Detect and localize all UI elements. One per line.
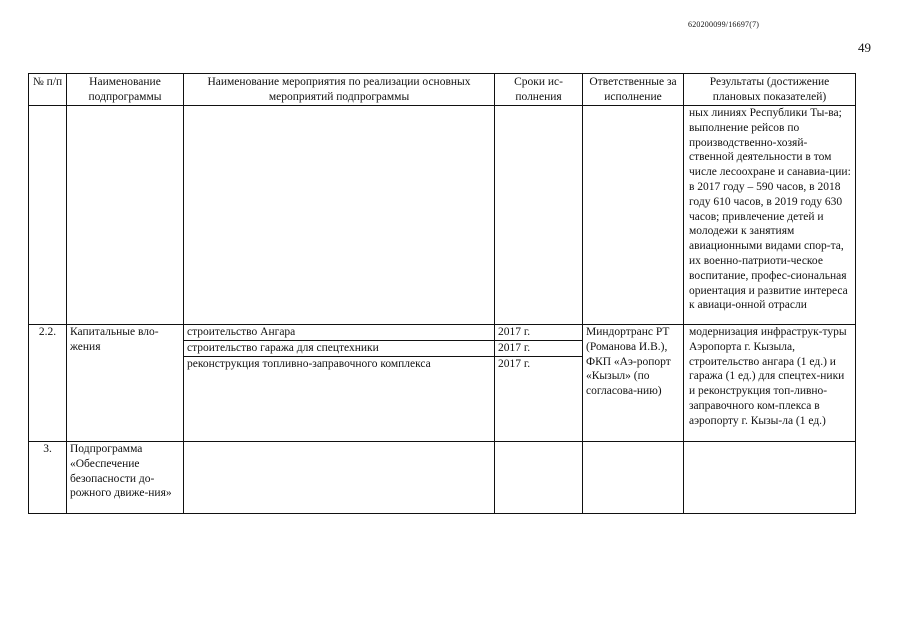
event-item: реконструкция топливно-заправочного комплекса [187, 358, 431, 370]
event-item: строительство Ангара [184, 325, 494, 341]
cell-results: модернизация инфраструк-туры Аэропорта г. Кызыла, строительство ангара (1 ед.) и гаража (1 ед.) для спецтех-ники и реконструкция топ-ливно-заправочного ком-плекса в аэропорту г. Кызы-ла (1 ед.) [684, 325, 856, 442]
deadline-item: 2017 г. [495, 341, 582, 357]
header-responsible: Ответственные за исполнение [583, 74, 684, 106]
cell-empty [184, 442, 495, 514]
cell-subprogram: Подпрограмма «Обеспечение безопасности до-рожного движе-ния» [67, 442, 184, 514]
events-table [28, 73, 856, 514]
deadline-item: 2017 г. [495, 325, 582, 341]
cell-responsible: Миндортранс РТ (Романова И.В.), ФКП «Аэ-ропорт «Кызыл» (по согласова-нию) [583, 325, 684, 442]
cell-num: 2.2. [29, 325, 67, 442]
table-header-row [29, 74, 856, 106]
header-event: Наименование мероприятия по реализации основных мероприятий подпрограммы [184, 74, 495, 106]
cell-empty [495, 442, 583, 514]
table-row-3 [29, 442, 856, 514]
cell-results-continuation: ных линиях Республики Ты-ва; выполнение рейсов по производственно-хозяй-ственной деятельности в том числе лесоохране и санавиа-ции: в 2017 году – 590 часов, в 2018 году 610 часов, в 2019 году 630 часов; привлечение детей и молодежи к занятиям авиационными видами спор-та, их военно-патриоти-ческое воспитание, профес-сиональная ориентация и развитие интереса к авиаци-онной отрасли [684, 106, 856, 325]
cell-deadlines [495, 325, 583, 442]
cell-num: 3. [29, 442, 67, 514]
cell-empty [184, 106, 495, 325]
cell-events [184, 325, 495, 442]
header-deadline: Сроки ис-полнения [495, 74, 583, 106]
page-number: 49 [858, 40, 871, 55]
header-subprogram: Наименование подпрограммы [67, 74, 184, 106]
header-num: № п/п [29, 74, 67, 106]
cell-empty [495, 106, 583, 325]
cell-empty [684, 442, 856, 514]
event-item: строительство гаража для спецтехники [184, 341, 494, 357]
cell-empty [583, 106, 684, 325]
header-results: Результаты (достижение плановых показателей) [684, 74, 856, 106]
deadline-item: 2017 г. [498, 358, 531, 370]
cell-empty [583, 442, 684, 514]
cell-subprogram: Капитальные вло-жения [67, 325, 184, 442]
document-number: 620200099/16697(7) [688, 20, 760, 29]
cell-empty [67, 106, 184, 325]
cell-empty [29, 106, 67, 325]
table-row-2-2 [29, 325, 856, 442]
table-row-continuation [29, 106, 856, 325]
